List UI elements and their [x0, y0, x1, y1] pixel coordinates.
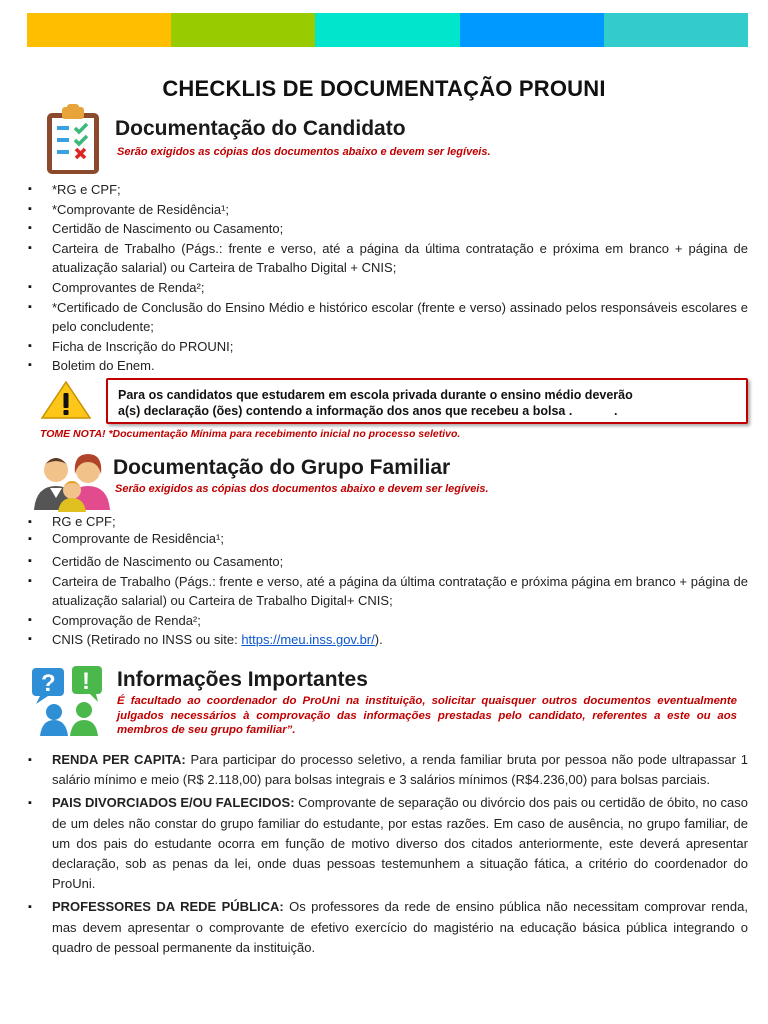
top-color-bar	[27, 13, 748, 47]
bar-segment-cyan	[315, 13, 459, 47]
page-title: CHECKLIS DE DOCUMENTAÇÃO PROUNI	[162, 76, 606, 101]
item-text: Os professores da rede de ensino pública não necessitam comprovar renda, mas devem apresentar o comprovante de efetivo exercício do magistério na educação básica pública integrando o quadro de pessoal permanente da instituição.	[52, 899, 748, 955]
bar-segment-green	[171, 13, 315, 47]
bar-segment-teal	[604, 13, 748, 47]
bar-segment-orange	[27, 13, 171, 47]
list-item: ▪ Ficha de Inscrição do PROUNI;	[28, 337, 748, 357]
candidate-document-list	[28, 180, 748, 376]
list-item: ▪ Carteira de Trabalho (Págs.: frente e verso, até a página da última contratação e próxima página em branco + página de atualização salarial) ou Carteira de Trabalho Digital+ CNIS;	[28, 572, 748, 611]
bar-segment-blue	[460, 13, 604, 47]
warning-line-1: Para os candidatos que estudarem em escola privada durante o ensino médio deverão	[118, 388, 633, 402]
item-text: Para participar do processo seletivo, a renda familiar bruta por pessoa não pode ultrapassar 1 salário mínimo e meio (R$ 2.118,00) para bolsas integrais e 3 salários mínimos (R$4.236,00) para bolsas parciais.	[52, 752, 748, 788]
list-item: ▪ Certidão de Nascimento ou Casamento;	[28, 552, 748, 572]
list-item	[28, 793, 748, 894]
important-info-list	[28, 750, 748, 961]
info-section-subtitle: É facultado ao coordenador do ProUni na instituição, solicitar quaisquer outros documentos eventualmente julgados necessários à comprovação das informações prestadas pelo candidato, referentes a este ou aos membros de seu grupo familiar”.	[117, 695, 737, 736]
list-item: ▪ Boletim do Enem.	[28, 356, 748, 376]
clipboard-checklist-icon	[44, 104, 102, 176]
svg-text:!: !	[82, 668, 90, 695]
cnis-prefix: CNIS (Retirado no INSS ou site:	[52, 632, 242, 648]
question-exclamation-people-icon	[28, 664, 112, 736]
family-document-list	[28, 514, 748, 650]
candidate-section-title: Documentação do Candidato	[115, 117, 406, 140]
list-item: ▪ *Comprovante de Residência¹;	[28, 200, 748, 220]
list-item: ▪ Comprovantes de Renda²;	[28, 278, 748, 298]
private-school-warning-box	[106, 378, 748, 424]
list-item: ▪ Comprovação de Renda²;	[28, 611, 748, 631]
tome-nota-note: TOME NOTA! *Documentação Mínima para recebimento inicial no processo seletivo.	[40, 428, 461, 440]
cnis-suffix: ).	[374, 632, 383, 648]
info-section-title: Informações Importantes	[117, 668, 368, 691]
list-item: ▪ *RG e CPF;	[28, 180, 748, 200]
list-item	[28, 897, 748, 958]
item-label: PROFESSORES DA REDE PÚBLICA:	[52, 899, 284, 915]
list-item: ▪ *Certificado de Conclusão do Ensino Médio e histórico escolar (frente e verso) assinado pelos responsáveis escolares e pelo concludente;	[28, 298, 748, 337]
list-item: ▪ RG e CPF;	[28, 514, 748, 530]
inss-link[interactable]: https://meu.inss.gov.br/	[241, 632, 375, 648]
warning-icon	[40, 380, 92, 420]
warning-line-2: a(s) declaração (ões) contendo a informação dos anos que recebeu a bolsa . .	[118, 404, 618, 418]
svg-text:?: ?	[41, 670, 56, 697]
candidate-section-subtitle: Serão exigidos as cópias dos documentos abaixo e devem ser legíveis.	[117, 146, 491, 158]
warning-text	[118, 387, 738, 419]
item-label: RENDA PER CAPITA:	[52, 752, 186, 767]
item-label: PAIS DIVORCIADOS E/OU FALECIDOS:	[52, 795, 295, 811]
list-item: ▪ Carteira de Trabalho (Págs.: frente e verso, até a página da última contratação e próxima em branco + página de atualização salarial) ou Carteira de Trabalho Digital + CNIS;	[28, 239, 748, 278]
family-section-title: Documentação do Grupo Familiar	[113, 456, 451, 479]
item-text: Comprovante de separação ou divórcio dos pais ou certidão de óbito, no caso de um deles não constar do grupo familiar do estudante, por estas razões. Em caso de ausência, no grupo familiar, de um dos pais do estudante ocorra em função de motivo diverso dos citados anteriormente, este deverá apresentar declaração, sob as penas da lei, onde duas pessoas testemunhem a situação fática, a critério do coordenador do ProUni.	[52, 795, 748, 892]
list-item: ▪ Comprovante de Residência¹;	[28, 530, 748, 548]
family-group-icon	[28, 452, 114, 512]
list-item-cnis	[28, 630, 748, 650]
list-item: ▪ Certidão de Nascimento ou Casamento;	[28, 219, 748, 239]
list-item	[28, 750, 748, 790]
family-section-subtitle: Serão exigidos as cópias dos documentos abaixo e devem ser legíveis.	[115, 483, 489, 495]
